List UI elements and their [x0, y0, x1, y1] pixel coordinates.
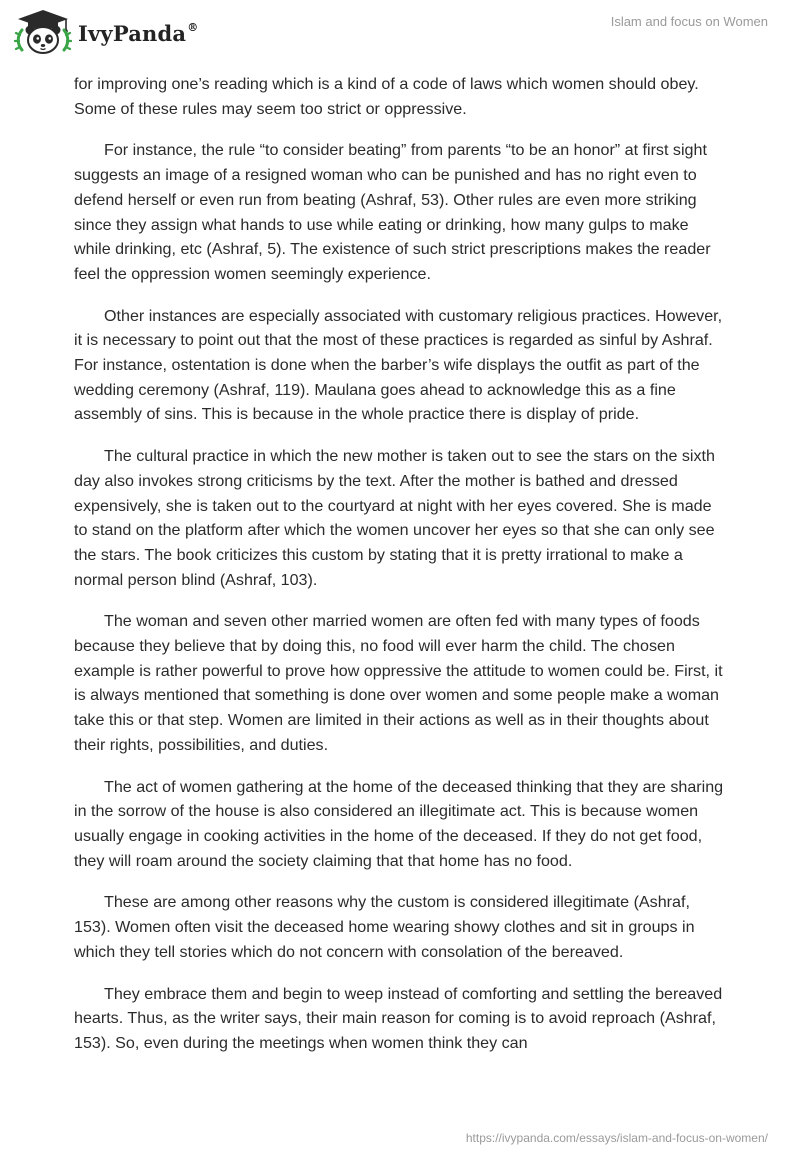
paragraph: The woman and seven other married women are often fed with many types of foods because they believe that by doing this, no food will ever harm the child. The chosen example is rather powerful to prove how oppressive the attitude to women could be. First, it is always mentioned that something is done over women and some people make a woman take this or that step. Women are limited in their actions as well as in their thoughts about their rights, possibilities, and duties.	[74, 612, 723, 754]
registered-mark: ®	[187, 20, 199, 34]
paragraph: for improving one’s reading which is a kind of a code of laws which women should obey. Some of these rules may seem too strict or oppressive.	[74, 75, 699, 118]
paragraph: Other instances are especially associated with customary religious practices. However, it is necessary to point out that the most of these practices is regarded as sinful by Ashraf. For instance, ostentation is done when the barber’s wife displays the outfit as part of the wedding ceremony (Ashraf, 119). Maulana goes ahead to acknowledge this as a fine assembly of sins. This is because in the whole practice there is display of pride.	[74, 306, 723, 424]
paragraph: The cultural practice in which the new mother is taken out to see the stars on the sixth day also invokes strong criticisms by the text. After the mother is bathed and dressed expensively, she is taken out to the courtyard at night with her eyes covered. She is made to stand on the platform after which the women uncover her eyes so that she can only see the stars. The book criticizes this custom by stating that it is pretty irrational to make a normal person blind (Ashraf, 103).	[74, 447, 715, 589]
source-url[interactable]: https://ivypanda.com/essays/islam-and-focus-on-women/	[465, 1131, 768, 1145]
brand-name	[78, 21, 198, 46]
essay-body	[74, 72, 726, 1073]
brand-name-text: IvyPanda	[78, 20, 187, 46]
paragraph: For instance, the rule “to consider beating” from parents “to be an honor” at first sight suggests an image of a resigned woman who can be punished and has no right even to defend herself or even run from beating (Ashraf, 53). Other rules are even more striking since they assign what hands to use while eating or drinking, how many gulps to make while drinking, etc (Ashraf, 5). The existence of such strict prescriptions makes the reader feel the oppression women seemingly experience.	[74, 141, 711, 283]
panda-graduate-icon	[14, 8, 72, 56]
paragraph: These are among other reasons why the custom is considered illegitimate (Ashraf, 153). Women often visit the deceased home wearing showy clothes and sit in groups in which they tell stories which do not concern with consolation of the bereaved.	[74, 893, 695, 961]
ivypanda-logo[interactable]	[14, 8, 198, 56]
document-title: Islam and focus on Women	[610, 14, 768, 29]
page-header	[0, 0, 800, 66]
paragraph: They embrace them and begin to weep instead of comforting and settling the bereaved hearts. Thus, as the writer says, their main reason for coming is to avoid reproach (Ashraf, 153). So, even during the meetings when women think they can	[74, 984, 723, 1052]
paragraph: The act of women gathering at the home of the deceased thinking that they are sharing in the sorrow of the house is also considered an illegitimate act. This is because women usually engage in cooking activities in the home of the deceased. If they do not get food, they will roam around the society claiming that that home has no food.	[74, 777, 724, 870]
